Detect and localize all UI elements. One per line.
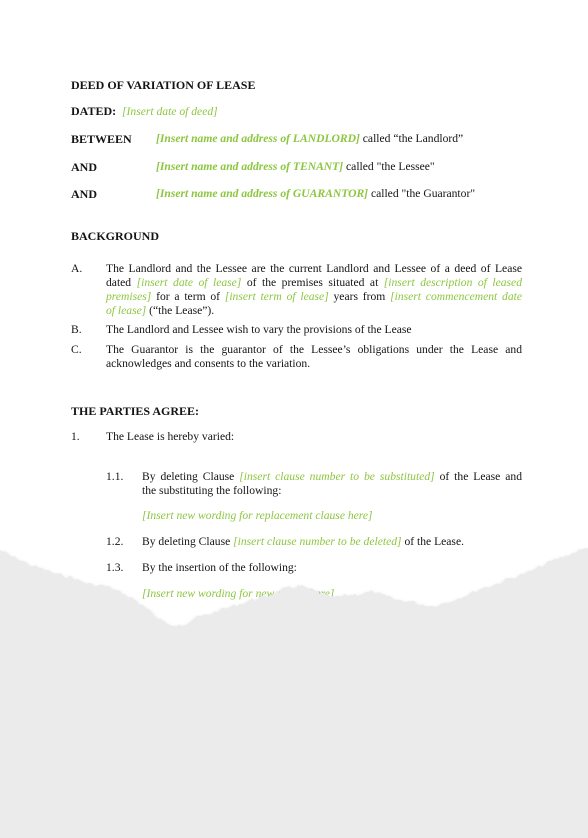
clause-1-2-text: By deleting Clause [142,535,234,548]
clause-1-3-text: By the insertion of the following: [142,561,297,574]
recital-a-line-1: The Landlord and the Lessee are the current Landlord and Lessee of a deed of Lease [106,262,522,275]
clause-1-text: The Lease is hereby varied: [106,430,235,443]
recital-a-text: for a term of [151,290,225,303]
placeholder-description-premises-end: premises] [106,290,152,303]
recital-a-text: (“the Lease”). [146,304,215,317]
placeholder-commencement-date: [insert commencement date [390,290,523,303]
clause-1-2-number: 1.2. [106,535,124,548]
recital-a-text: of the premises situated at [241,276,384,289]
party-rest-guarantor: called "the Guarantor" [368,187,476,200]
clause-1-2-text: of the Lease. [401,535,464,548]
document-title: DEED OF VARIATION OF LEASE [71,78,256,92]
recital-c-line-1: The Guarantor is the guarantor of the Lessee’s obligations under the Lease and [106,343,522,356]
placeholder-date-of-lease: [insert date of lease] [136,276,242,289]
party-label-guarantor: AND [71,187,97,201]
recital-a-text: years from [328,290,391,303]
placeholder-clause-deleted: [insert clause number to be deleted] [233,535,402,548]
clause-1-number: 1. [71,430,80,443]
recital-c-line-2: acknowledges and consents to the variation. [106,357,311,370]
party-rest-landlord: called “the Landlord” [359,132,464,145]
placeholder-tenant: [Insert name and address of TENANT] [156,160,344,173]
placeholder-new-clause-wording: [Insert new wording for new clause here] [142,587,335,600]
clause-1-1-line-2: the substituting the following: [142,484,282,497]
recital-a-number: A. [71,262,83,275]
recital-a-text: dated [106,276,137,289]
recital-b-text: The Landlord and Lessee wish to vary the provisions of the Lease [106,323,412,336]
party-label-landlord: BETWEEN [71,132,132,146]
clause-1-3-number: 1.3. [106,561,124,574]
placeholder-commencement-date-end: of lease] [106,304,147,317]
recital-b-number: B. [71,323,82,336]
clause-1-1-text: of the Lease and [434,470,522,483]
placeholder-clause-substituted: [insert clause number to be substituted] [239,470,435,483]
background-heading: BACKGROUND [71,229,160,243]
party-label-tenant: AND [71,160,97,174]
torn-paper-background [0,548,588,838]
placeholder-date-of-deed: [Insert date of deed] [122,105,218,118]
placeholder-replacement-wording: [Insert new wording for replacement clause here] [142,509,373,522]
dated-label: DATED: [71,104,117,118]
placeholder-term-of-lease: [insert term of lease] [224,290,329,303]
placeholder-landlord: [Insert name and address of LANDLORD] [156,132,360,145]
clause-1-1-text: By deleting Clause [142,470,240,483]
recital-c-number: C. [71,343,82,356]
placeholder-guarantor: [Insert name and address of GUARANTOR] [156,187,369,200]
parties-agree-heading: THE PARTIES AGREE: [71,404,200,418]
placeholder-description-premises: [insert description of leased [383,276,522,289]
party-rest-tenant: called "the Lessee" [343,160,435,173]
clause-1-1-number: 1.1. [106,470,124,483]
